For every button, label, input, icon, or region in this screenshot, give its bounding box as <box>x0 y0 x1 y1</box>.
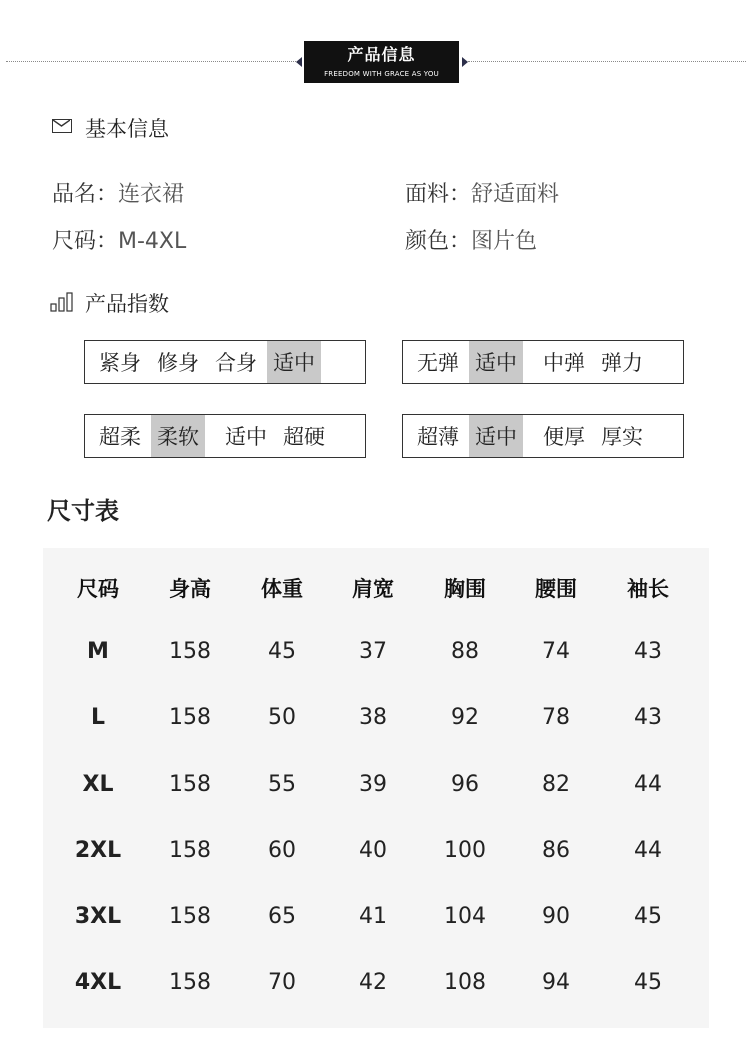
bar-chart-icon <box>50 292 78 312</box>
table-header: 袖长 <box>627 577 669 601</box>
table-cell: 45 <box>268 639 296 664</box>
table-cell: 158 <box>169 838 211 863</box>
index-option-selected: 适中 <box>267 341 321 383</box>
index-option: 弹力 <box>601 351 643 375</box>
info-color <box>405 224 537 255</box>
table-header: 腰围 <box>535 577 577 601</box>
table-row-label: 3XL <box>74 904 122 929</box>
index-box <box>84 340 366 384</box>
table-cell: 86 <box>542 838 570 863</box>
table-cell: 96 <box>451 772 479 797</box>
table-cell: 37 <box>359 639 387 664</box>
info-label: 颜色： <box>405 229 472 254</box>
table-cell: 92 <box>451 705 479 730</box>
table-cell: 88 <box>451 639 479 664</box>
info-value: 图片色 <box>471 229 538 254</box>
index-box <box>402 340 684 384</box>
index-option: 超硬 <box>283 425 325 449</box>
table-cell: 158 <box>169 772 211 797</box>
index-option: 便厚 <box>543 425 585 449</box>
index-option: 超柔 <box>99 425 141 449</box>
section-banner <box>304 41 459 83</box>
info-name <box>52 177 184 208</box>
index-box <box>84 414 366 458</box>
table-cell: 41 <box>359 904 387 929</box>
index-option: 中弹 <box>543 351 585 375</box>
table-cell: 60 <box>268 838 296 863</box>
basic-info-title: 基本信息 <box>85 117 169 141</box>
table-cell: 94 <box>542 970 570 995</box>
index-option: 合身 <box>215 351 257 375</box>
info-fabric <box>405 177 559 208</box>
table-cell: 78 <box>542 705 570 730</box>
header-divider-right <box>468 61 746 62</box>
table-cell: 158 <box>169 705 211 730</box>
index-option-selected: 适中 <box>469 415 523 457</box>
table-cell: 44 <box>634 772 662 797</box>
table-header: 尺码 <box>77 577 119 601</box>
info-label: 面料： <box>405 182 472 207</box>
table-cell: 38 <box>359 705 387 730</box>
table-cell: 100 <box>444 838 486 863</box>
table-cell: 45 <box>634 970 662 995</box>
index-option: 厚实 <box>601 425 643 449</box>
product-index-title: 产品指数 <box>85 292 169 316</box>
info-label: 尺码： <box>52 229 119 254</box>
table-row-label: XL <box>82 772 114 797</box>
table-row-label: M <box>87 639 109 664</box>
info-value: 舒适面料 <box>471 182 560 207</box>
banner-title: 产品信息 <box>347 45 416 64</box>
table-cell: 158 <box>169 970 211 995</box>
index-option: 修身 <box>157 351 199 375</box>
table-cell: 45 <box>634 904 662 929</box>
banner-subtitle: FREEDOM WITH GRACE AS YOU <box>324 70 439 78</box>
header-divider-left <box>6 61 298 62</box>
table-cell: 39 <box>359 772 387 797</box>
table-cell: 40 <box>359 838 387 863</box>
size-chart-title: 尺寸表 <box>47 497 119 525</box>
index-box <box>402 414 684 458</box>
table-cell: 108 <box>444 970 486 995</box>
table-cell: 44 <box>634 838 662 863</box>
info-value: 连衣裙 <box>118 182 185 207</box>
table-header: 身高 <box>169 577 211 601</box>
info-label: 品名： <box>52 182 119 207</box>
table-cell: 74 <box>542 639 570 664</box>
table-cell: 55 <box>268 772 296 797</box>
table-cell: 43 <box>634 639 662 664</box>
table-cell: 158 <box>169 904 211 929</box>
table-cell: 90 <box>542 904 570 929</box>
table-cell: 70 <box>268 970 296 995</box>
table-cell: 42 <box>359 970 387 995</box>
table-header: 肩宽 <box>352 577 394 601</box>
table-cell: 50 <box>268 705 296 730</box>
table-row-label: L <box>90 705 106 730</box>
index-option: 超薄 <box>417 425 459 449</box>
index-option: 无弹 <box>417 351 459 375</box>
index-option: 适中 <box>225 425 267 449</box>
table-cell: 104 <box>444 904 486 929</box>
table-cell: 82 <box>542 772 570 797</box>
table-cell: 43 <box>634 705 662 730</box>
envelope-icon <box>52 119 72 133</box>
index-option-selected: 适中 <box>469 341 523 383</box>
index-option-selected: 柔软 <box>151 415 205 457</box>
table-row-label: 2XL <box>74 838 122 863</box>
table-header: 体重 <box>261 577 303 601</box>
table-row-label: 4XL <box>74 970 122 995</box>
info-value: M-4XL <box>118 229 187 254</box>
triangle-left-icon <box>296 57 302 67</box>
table-cell: 65 <box>268 904 296 929</box>
size-table <box>43 548 709 1028</box>
table-cell: 158 <box>169 639 211 664</box>
table-header: 胸围 <box>444 577 486 601</box>
triangle-right-icon <box>462 57 468 67</box>
index-option: 紧身 <box>99 351 141 375</box>
info-size <box>52 224 186 255</box>
